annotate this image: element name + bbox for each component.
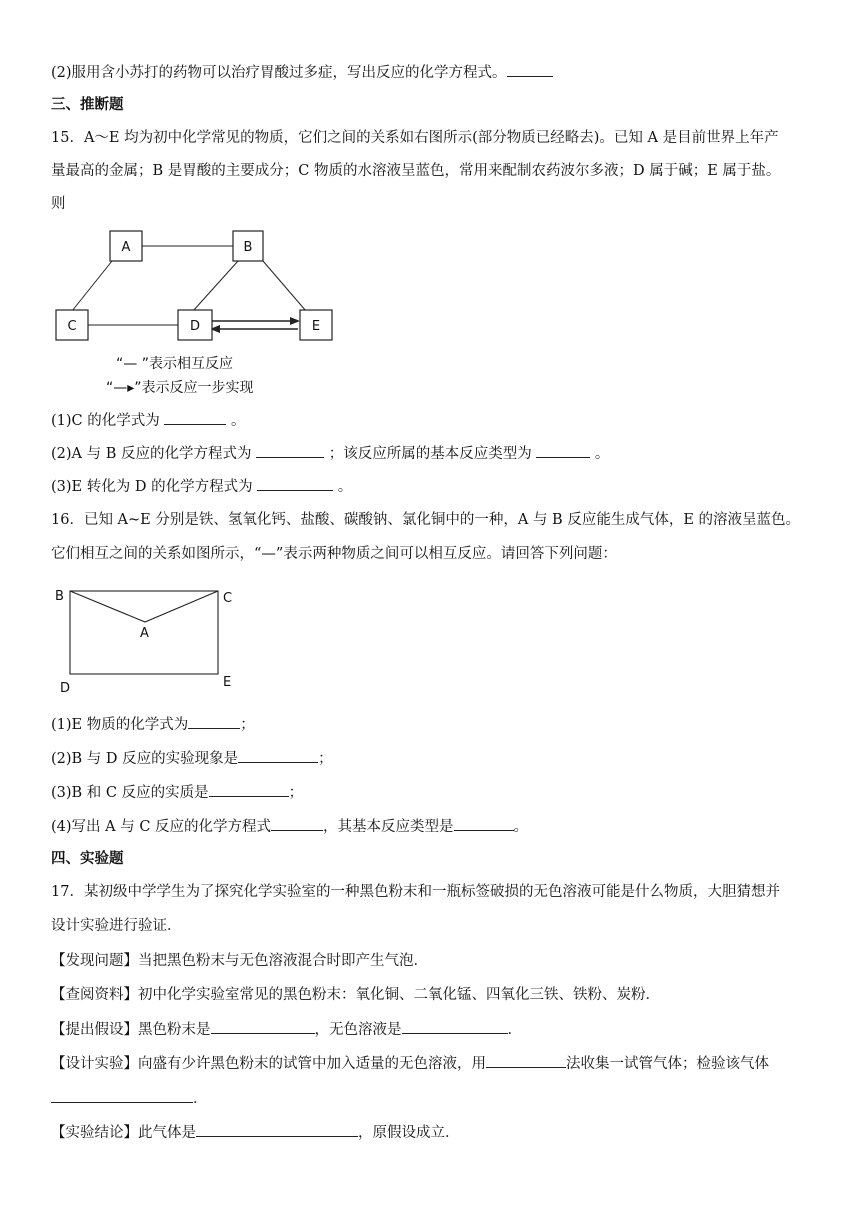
node-a-label: A (121, 240, 131, 255)
q15-sub1-blank[interactable] (164, 410, 226, 425)
q17-hypothesis: 【提出假设】黑色粉末是 ，无色溶液是 ． (51, 1019, 812, 1040)
q14-part2-text: (2)服用含小苏打的药物可以治疗胃酸过多症，写出反应的化学方程式。 (51, 65, 507, 81)
q15-relation-diagram (50, 224, 350, 399)
edge-b-e (263, 261, 306, 311)
q16-label-d: D (60, 681, 71, 696)
q15-sub2-blank1[interactable] (256, 443, 324, 458)
q17-stem-line2: 设计实验进行验证． (51, 918, 182, 934)
q16-stem-line1: 16．已知 A~E 分别是铁、氢氧化钙、盐酸、碳酸钠、氯化铜中的一种，A 与 B 反应能生成气体，E 的溶液呈蓝色。 (51, 512, 801, 528)
q16-stem-line2: 它们相互之间的关系如图所示，“—”表示两种物质之间可以相互反应。请回答下列问题： (51, 546, 617, 562)
q16-sub2: (2)B 与 D 反应的实验现象是 ； (51, 748, 812, 769)
q16-sub4-blank1[interactable] (271, 816, 323, 831)
q16-sub3-blank[interactable] (209, 782, 289, 797)
section-heading-experiment: 四、实验题 (51, 850, 124, 867)
q16-label-b: B (55, 589, 64, 604)
legend-mutual-reaction: “— ”表示相互反应 (116, 356, 233, 372)
q16-label-e: E (223, 675, 232, 690)
q15-stem-line1: 15．A～E 均为初中化学常见的物质，它们之间的关系如右图所示(部分物质已经略去)。已知 A 是目前世界上年产 (51, 130, 779, 146)
q15-sub2-blank2[interactable] (536, 443, 590, 458)
q17-design-blank1[interactable] (486, 1053, 566, 1068)
q17-concl-label: 【实验结论】 (51, 1125, 138, 1141)
q17-stem-line1: 17．某初级中学学生为了探究化学实验室的一种黑色粉末和一瓶标签破损的无色溶液可能是什么物质，大胆猜想并 (51, 884, 780, 900)
q17-design-label: 【设计实验】 (51, 1056, 138, 1072)
q16-sub4: (4)写出 A 与 C 反应的化学方程式 ，其基本反应类型是 。 (51, 816, 812, 837)
q16-label-a: A (140, 626, 149, 641)
q16-label-c: C (223, 591, 233, 606)
q16-sub2-blank[interactable] (238, 748, 318, 763)
q17-references: 【查阅资料】初中化学实验室常见的黑色粉末：氧化铜、二氧化锰、四氧化三铁、铁粉、炭粉． (51, 987, 660, 1003)
q17-design-cont: ． (51, 1088, 812, 1109)
legend-one-step: “—▸”表示反应一步实现 (106, 380, 254, 396)
q17-conclusion: 【实验结论】此气体是 ，原假设成立． (51, 1122, 812, 1143)
q17-design-blank2[interactable] (51, 1088, 193, 1103)
q17-hyp-blank1[interactable] (211, 1019, 315, 1034)
q17-find-label: 【发现问题】 (51, 953, 138, 969)
q15-stem-line2: 量最高的金属；B 是胃酸的主要成分；C 物质的水溶液呈蓝色，常用来配制农药波尔多液；D 属于碱；E 属于盐。 (51, 163, 781, 179)
node-b-label: B (243, 240, 253, 255)
edge-a-c (72, 261, 112, 311)
q15-sub1: (1)C 的化学式为 。 (51, 410, 812, 431)
envelope-flap (70, 591, 218, 622)
q15-sub2: (2)A 与 B 反应的化学方程式为 ；该反应所属的基本反应类型为 。 (51, 443, 812, 464)
q17-design: 【设计实验】向盛有少许黑色粉末的试管中加入适量的无色溶液，用 法收集一试管气体；检验该气体 (51, 1053, 812, 1074)
q16-relation-diagram (50, 582, 250, 697)
node-d-label: D (189, 319, 201, 334)
q15-stem-line3: 则 (51, 196, 66, 212)
q17-find-problem: 【发现问题】当把黑色粉末与无色溶液混合时即产生气泡． (51, 953, 428, 969)
q15-sub3: (3)E 转化为 D 的化学方程式为 。 (51, 476, 812, 497)
q16-sub1: (1)E 物质的化学式为 ； (51, 714, 812, 735)
q16-sub3: (3)B 和 C 反应的实质是 ； (51, 782, 812, 803)
edge-b-d (193, 261, 238, 311)
q17-concl-blank[interactable] (196, 1122, 358, 1137)
q17-hyp-label: 【提出假设】 (51, 1022, 138, 1038)
q14-answer-blank[interactable] (507, 62, 553, 77)
section-heading-infer: 三、推断题 (51, 96, 124, 113)
q16-sub4-blank2[interactable] (454, 816, 514, 831)
node-c-label: C (67, 319, 77, 334)
node-e-label: E (311, 319, 321, 334)
q17-hyp-blank2[interactable] (402, 1019, 508, 1034)
q15-sub3-blank[interactable] (257, 476, 333, 491)
arrowhead-right (290, 317, 300, 325)
q16-sub1-blank[interactable] (188, 714, 240, 729)
q17-ref-label: 【查阅资料】 (51, 987, 138, 1003)
q14-part2 (51, 62, 812, 83)
